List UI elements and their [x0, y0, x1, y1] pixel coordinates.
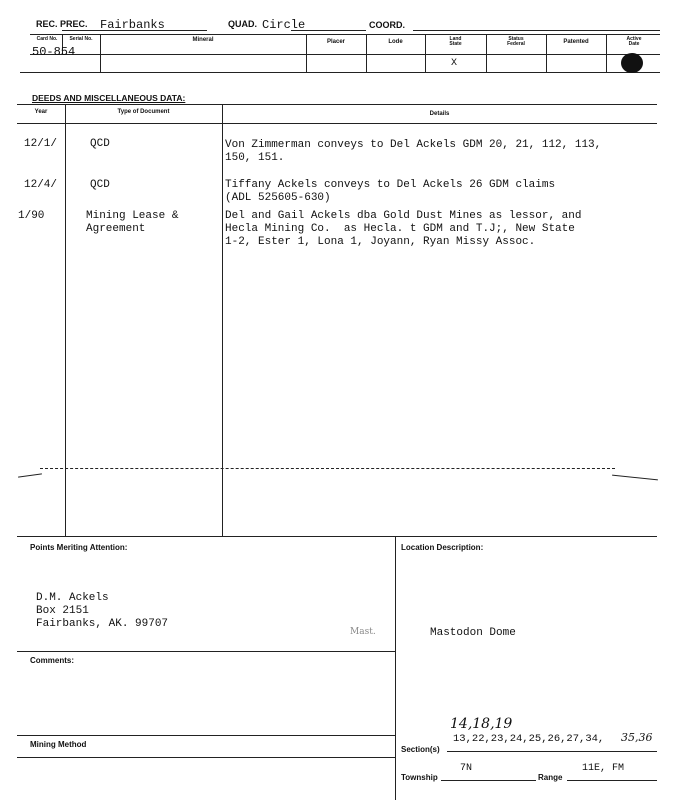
deeds-fold-line — [40, 468, 615, 469]
deed-row-2-type: QCD — [90, 179, 110, 191]
section-label: Section(s) — [401, 745, 440, 754]
land-state-mark: X — [451, 58, 458, 69]
deeds-col-divider-1 — [65, 104, 66, 536]
deed-row-3-details: Del and Gail Ackels dba Gold Dust Mines as lessor, and Hecla Mining Co. as Hecla. t GDM and T.J;, New State 1-2, Ester 1, Lona 1, Joyann, Ryan Missy Assoc. — [225, 210, 582, 248]
col-details: Details — [429, 111, 450, 117]
location-description-value: Mastodon Dome — [430, 627, 516, 639]
active-date-ink-blot — [621, 53, 643, 73]
deed-row-2-details: Tiffany Ackels conveys to Del Ackels 26 GDM claims (ADL 525605-630) — [225, 179, 556, 204]
deed-row-2-year: 12/4/ — [24, 179, 58, 191]
col-card-no: Card No. — [36, 36, 58, 42]
coord-label: COORD. — [369, 20, 405, 30]
quad-label: QUAD. — [228, 19, 257, 29]
header-bottom-line — [20, 72, 660, 73]
col-status-federal: Status Federal — [507, 36, 525, 47]
deed-row-3-type: Mining Lease & Agreement — [86, 210, 179, 235]
township-value: 7N — [460, 763, 473, 774]
range-label: Range — [538, 773, 563, 782]
deed-row-1-type: QCD — [90, 138, 110, 150]
lower-vertical-divider — [395, 536, 396, 800]
township-label: Township — [401, 773, 438, 782]
points-label: Points Meriting Attention: — [30, 543, 128, 552]
deed-row-1-details: Von Zimmerman conveys to Del Ackels GDM 20, 21, 112, 113, 150, 151. — [225, 139, 602, 164]
mining-method-label: Mining Method — [30, 740, 87, 749]
rec-prec-value: Fairbanks — [100, 18, 165, 32]
points-address: D.M. Ackels Box 2151 Fairbanks, AK. 99707 — [36, 592, 169, 630]
deeds-col-divider-2 — [222, 104, 223, 536]
col-type-of-document: Type of Document — [117, 109, 170, 115]
section-handwritten: 14,18,19 — [450, 716, 513, 732]
col-year: Year — [34, 109, 48, 115]
comments-label: Comments: — [30, 656, 75, 665]
col-mineral: Mineral — [192, 37, 214, 43]
col-active-date: Active Date — [626, 36, 642, 47]
deed-row-3-year: 1/90 — [18, 210, 45, 222]
deeds-top-line — [17, 104, 657, 105]
col-land-state: Land State — [449, 36, 462, 47]
location-description-label: Location Description: — [401, 543, 484, 552]
header-top-line — [30, 34, 660, 35]
lower-top-line — [17, 536, 657, 537]
col-patented: Patented — [563, 39, 589, 45]
col-serial-no: Serial No. — [69, 36, 93, 42]
deed-row-1-year: 12/1/ — [24, 138, 58, 150]
col-lode: Lode — [388, 39, 403, 45]
section-typed: 13,22,23,24,25,26,27,34, — [453, 733, 605, 745]
points-stamp: Mast. — [350, 627, 376, 637]
rec-prec-label: REC. PREC. — [36, 19, 88, 29]
range-value: 11E, FM — [582, 763, 625, 774]
section-handwritten-tail: 35,36 — [621, 731, 653, 744]
quad-value: Circle — [262, 18, 306, 32]
deeds-title: DEEDS AND MISCELLANEOUS DATA: — [32, 93, 186, 103]
col-placer: Placer — [326, 39, 345, 45]
card-no-value: 50-854 — [32, 45, 76, 59]
